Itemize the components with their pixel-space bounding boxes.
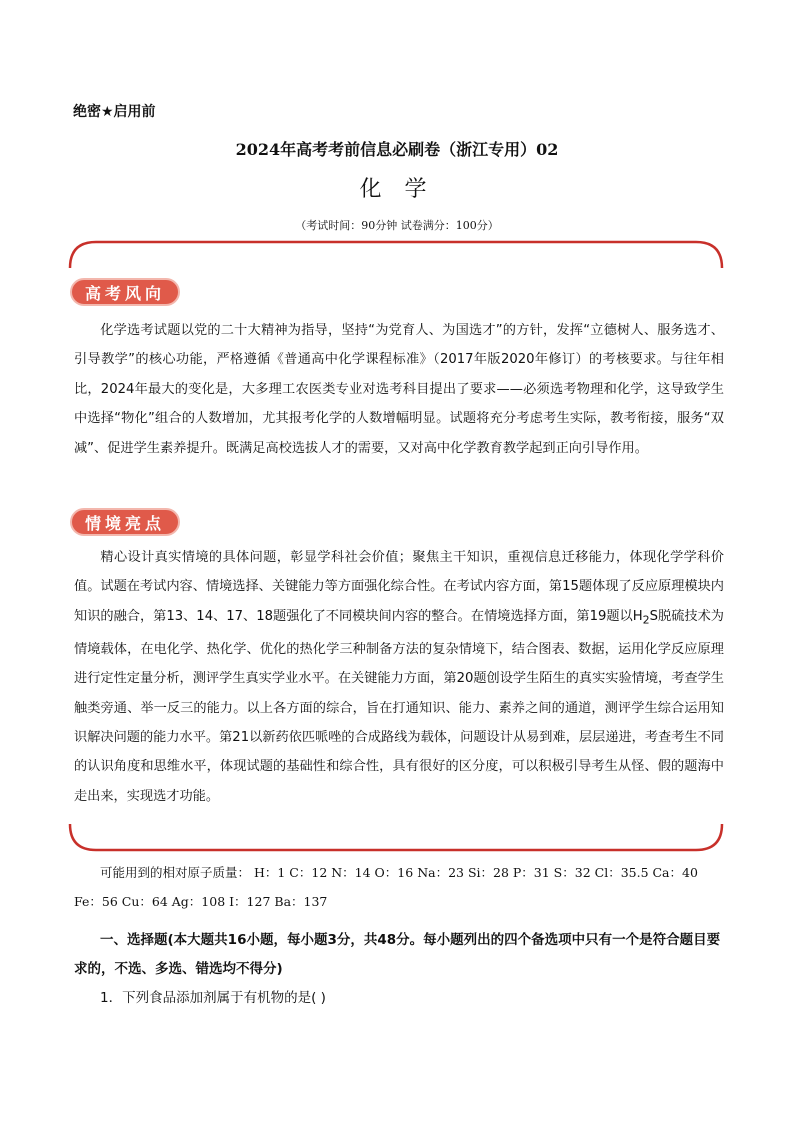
section-title <box>74 926 724 984</box>
subject-title: 化 学 <box>359 177 435 202</box>
atomic-masses <box>74 858 724 916</box>
confidential-label: 绝密★启用前 <box>73 104 156 120</box>
section-badge-trend: 高考风向 <box>70 278 180 306</box>
subscript-2: 2 <box>642 613 650 627</box>
section-badge-highlights: 情境亮点 <box>70 508 180 536</box>
atomic-masses-text: 可能用到的相对原子质量： H：1 C：12 N：14 O：16 Na：23 Si：28 P：31 S：32 Cl：35.5 Ca：40 Fe：56 Cu：64 Ag：108 I：127 Ba：137 <box>74 865 698 909</box>
highlights-text-b: S脱硫技术为情境载体，在电化学、热化学、优化的热化学三种制备方法的复杂情境下，结合图表、数据，运用化学反应原理进行定性定量分析，测评学生真实学业水平。在关键能力方面，第20题创设学生陌生的真实实验情境，考查学生触类旁通、举一反三的能力。以上各方面的综合，旨在打通知识、能力、素养之间的通道，测评学生综合运用知识解决问题的能力水平。第21以新药依匹哌唑的合成路线为载体，问题设计从易到难，层层递进，考查考生不同的认识角度和思维水平，体现试题的基础性和综合性，具有很好的区分度，可以积极引导考生从怪、假的题海中走出来，实现选才功能。 <box>74 608 724 804</box>
exam-info: （考试时间：90分钟 试卷满分：100分） <box>295 219 499 232</box>
trend-text: 化学选考试题以党的二十大精神为指导，坚持“为党育人、为国选才”的方针，发挥“立德树人、服务选才、引导教学”的核心功能，严格遵循《普通高中化学课程标准》（2017年版2020年修订）的考核要求。与往年相比，2024年最大的变化是，大多理工农医类专业对选考科目提出了要求——必须选考物理和化学，这导致学生中选择“物化”组合的人数增加，尤其报考化学的人数增幅明显。试题将充分考虑考生实际，教考衔接，服务“双减”、促进学生素养提升。既满足高校选拔人才的需要，又对高中化学教育教学起到正向引导作用。 <box>74 323 724 456</box>
section-title-text: 一、选择题(本大题共16小题，每小题3分，共48分。每小题列出的四个备选项中只有一个是符合题目要求的，不选、多选、错选均不得分) <box>74 932 721 977</box>
exam-title: 2024年高考考前信息必刷卷（浙江专用）02 <box>235 140 559 159</box>
highlights-text-a: 精心设计真实情境的具体问题，彰显学科社会价值；聚焦主干知识，重视信息迁移能力，体现化学学科价值。试题在考试内容、情境选择、关键能力等方面强化综合性。在考试内容方面，第15题体现了反应原理模块内知识的融合，第13、14、17、18题强化了不同模块间内容的整合。在情境选择方面，第19题以H <box>74 550 724 624</box>
question-1: 1．下列食品添加剂属于有机物的是( ) <box>100 990 326 1006</box>
highlights-paragraph <box>74 543 724 811</box>
trend-paragraph <box>74 316 724 463</box>
